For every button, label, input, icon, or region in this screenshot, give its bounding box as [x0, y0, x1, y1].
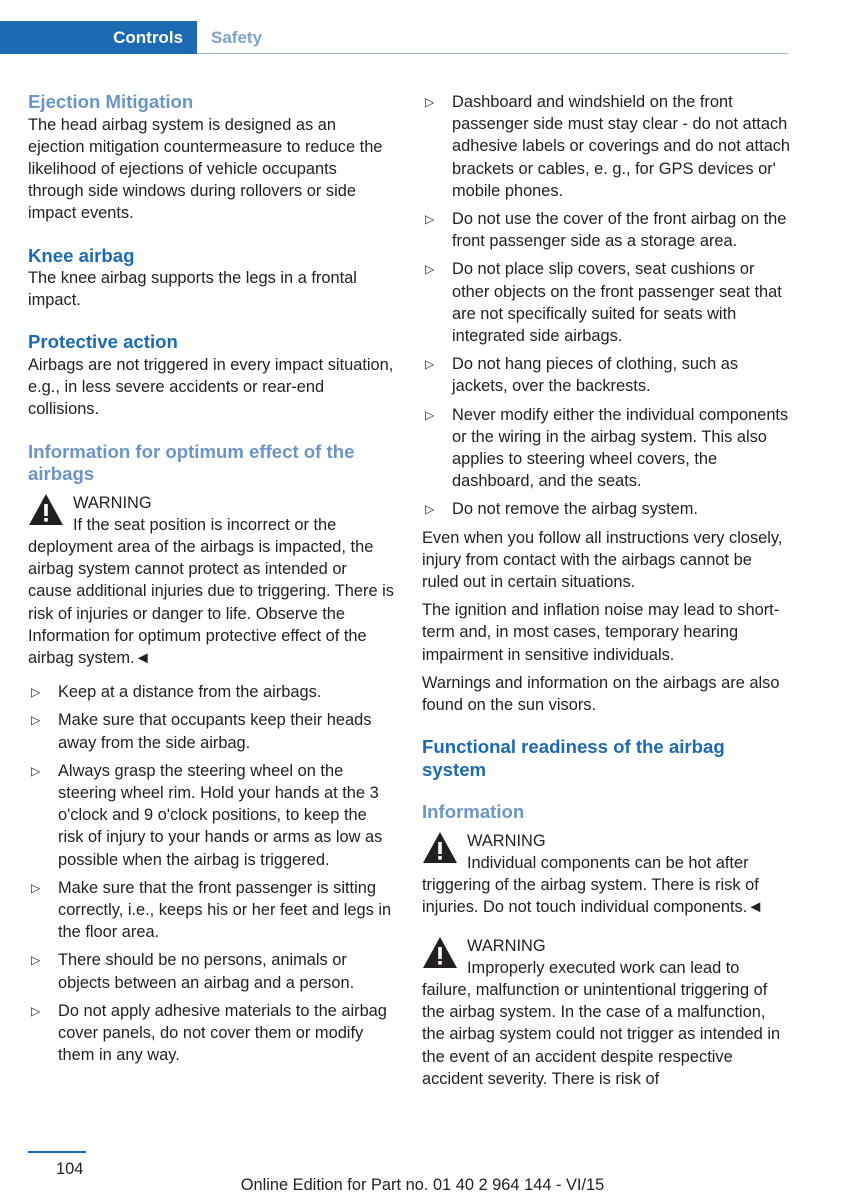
- warning-text: Individual components can be hot after triggering of the airbag system. There is risk of injuries. Do not touch individual components.◄: [422, 853, 764, 917]
- heading-functional-readiness: Functional readiness of the airbag system: [422, 736, 725, 780]
- warning-label: WARNING: [467, 831, 546, 850]
- protective-text: Airbags are not triggered in every impact situation, e.g., in less severe accidents or rear-end collisions.: [28, 355, 394, 419]
- triangle-bullet-icon: ▷: [425, 212, 435, 227]
- list-item: ▷ Never modify either the individual components or the wiring in the airbag system. This also applies to steering wheel covers, the dashboard, and the seats.: [425, 405, 789, 491]
- triangle-bullet-icon: ▷: [31, 685, 41, 700]
- section-tab-safety[interactable]: Safety: [211, 28, 263, 47]
- triangle-bullet-icon: ▷: [31, 880, 41, 895]
- list-item: ▷ Do not hang pieces of clothing, such as jackets, over the backrests.: [425, 355, 739, 396]
- paragraph-contact-injury: Even when you follow all instructions very closely, injury from contact with the airbags cannot be ruled out in certain situations.: [422, 528, 783, 592]
- footer-rule: [28, 1151, 86, 1153]
- heading-knee-airbag: Knee airbag: [28, 244, 135, 266]
- list-item: ▷ Dashboard and windshield on the front passenger side must stay clear - do not attach adhesive labels or coverings and do not attach brackets or cables, e. g., for GPS devices or' mobile phones.: [425, 93, 791, 200]
- triangle-bullet-icon: ▷: [31, 713, 41, 728]
- warning-box: [422, 935, 792, 1090]
- page-number: 104: [56, 1160, 84, 1178]
- warning-label: WARNING: [73, 493, 152, 512]
- paragraph-ignition-noise: The ignition and inflation noise may lead to short-term and, in most cases, temporary hearing impairment in sensitive individuals.: [422, 601, 780, 664]
- warning-text: If the seat position is incorrect or the deployment area of the airbags is impacted, the airbag system cannot protect as intended or cause additional injuries due to triggering. There is risk of injuries or danger to life. Observe the Information for optimum protective effect of the airbag system.◄: [28, 515, 394, 667]
- heading-ejection-mitigation: Ejection Mitigation: [28, 91, 194, 112]
- right-column: [422, 91, 792, 1090]
- bullet-list-right: [422, 91, 792, 521]
- section-tab-controls[interactable]: Controls: [0, 21, 197, 54]
- triangle-bullet-icon: ▷: [31, 763, 41, 778]
- triangle-bullet-icon: ▷: [425, 95, 435, 109]
- triangle-bullet-icon: ▷: [425, 407, 435, 422]
- warning-text: Improperly executed work can lead to failure, malfunction or unintentional triggering of the airbag system. In the case of a malfunction, the airbag system could not trigger as intended in the event of an accident despite respective accident severity. There is risk of: [422, 958, 781, 1088]
- list-item: ▷ Do not place slip covers, seat cushions or other objects on the front passenger seat that are not specifically suited for seats with integrated side airbags.: [425, 260, 782, 346]
- warning-triangle-icon: [422, 831, 458, 865]
- list-item: ▷ There should be no persons, animals or objects between an airbag and a person.: [31, 951, 355, 992]
- warning-box: [28, 492, 395, 670]
- warning-triangle-icon: [422, 936, 458, 970]
- warning-triangle-icon: [28, 493, 64, 527]
- triangle-bullet-icon: ▷: [425, 502, 435, 517]
- list-item: ▷ Do not use the cover of the front airbag on the front passenger side as a storage area.: [425, 210, 787, 251]
- list-item: ▷ Make sure that the front passenger is sitting correctly, i.e., keeps his or her feet and legs in the floor area.: [31, 878, 392, 942]
- bullet-list-left: [28, 681, 395, 1066]
- list-item: ▷ Do not remove the airbag system.: [422, 498, 792, 520]
- triangle-bullet-icon: ▷: [31, 953, 41, 968]
- list-item: ▷ Always grasp the steering wheel on the steering wheel rim. Hold your hands at the 3 o'clock and 9 o'clock positions, to keep the risk of injury to your hands or arms as low as possible when the airbag is triggered.: [31, 761, 383, 869]
- paragraph-sun-visors: Warnings and information on the airbags are also found on the sun visors.: [422, 673, 780, 715]
- heading-information: Information: [422, 801, 525, 823]
- header-rule: [197, 53, 788, 54]
- triangle-bullet-icon: ▷: [31, 1003, 41, 1018]
- triangle-bullet-icon: ▷: [425, 262, 435, 277]
- heading-optimum-effect: Information for optimum effect of the airbags: [28, 440, 355, 485]
- edition-note: Online Edition for Part no. 01 40 2 964 144 - VI/15: [240, 1176, 605, 1194]
- list-item: ▷ Make sure that occupants keep their heads away from the side airbag.: [31, 711, 372, 752]
- list-item: ▷ Do not apply adhesive materials to the airbag cover panels, do not cover them or modify them in any way.: [31, 1001, 387, 1065]
- knee-text: The knee airbag supports the legs in a frontal impact.: [28, 269, 357, 310]
- warning-box: [422, 830, 792, 919]
- list-item: ▷ Keep at a distance from the airbags.: [28, 681, 395, 703]
- ejection-text: The head airbag system is designed as an ejection mitigation countermeasure to reduce the likelihood of ejections of vehicle occupants through side windows during rollovers or side impact events.: [28, 115, 383, 223]
- heading-protective-action: Protective action: [28, 331, 178, 353]
- warning-label: WARNING: [467, 936, 546, 955]
- left-column: [28, 91, 395, 1072]
- triangle-bullet-icon: ▷: [425, 357, 435, 372]
